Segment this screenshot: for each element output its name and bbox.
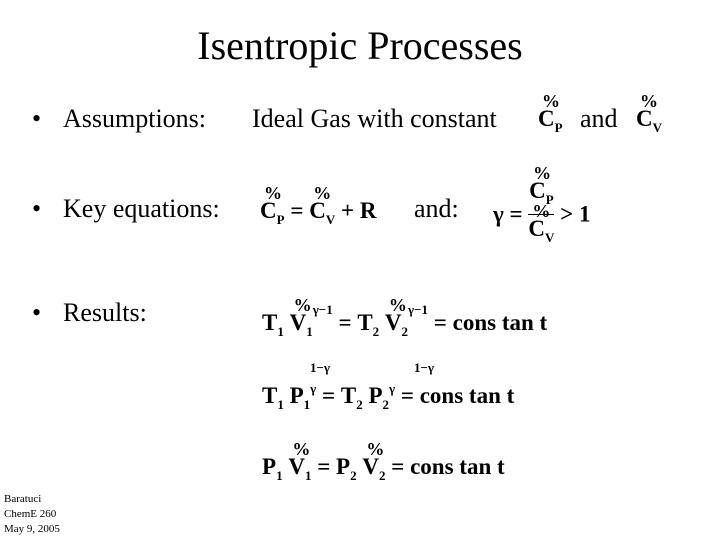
bullet-marker: • [32,194,42,223]
cv-symbol: C % $_V$ [636,91,663,135]
exponent-1-minus-gamma: 1−γ [414,360,434,375]
slide-title: Isentropic Processes [197,23,523,68]
cp-symbol: C % $_P$ [538,91,563,135]
result-equation-tp: $T_1$ $P_1^\gamma = T_2$ $P_2^\gamma$ = cons tan t [262,381,515,412]
and-text-1: and [580,104,618,133]
assumption-text: Ideal Gas with constant [252,104,497,133]
credit-author: Baratuci [4,493,42,505]
and-text-2: and: [414,194,459,223]
equation-gamma: γ = C % $_P$ C % $_V$ > 1 [493,163,591,245]
credit-block [4,492,60,537]
credit-course: ChemE 260 [4,508,57,520]
bullet-label-assumptions: Assumptions: [63,104,207,133]
credit-date: May 9, 2005 [4,523,60,535]
bullet-marker: • [32,298,42,327]
bullet-label-key-equations: Key equations: [63,194,220,223]
bullet-marker: • [32,104,42,133]
result-equation-tv: $T_1$ V % $_1^{\gamma-1} = T_2$ V % $_2^{\gamma-1}$ = cons tan t [262,295,548,339]
result-equation-pv: $P_1$ V % $_1 = P_2$ V % $_2$ = cons tan t [262,439,505,483]
bullet-label-results: Results: [63,298,147,327]
equation-cp-cv-r: C % $_P$ = C % $_V$ + R [260,183,377,227]
exponent-1-minus-gamma: 1−γ [310,360,330,375]
